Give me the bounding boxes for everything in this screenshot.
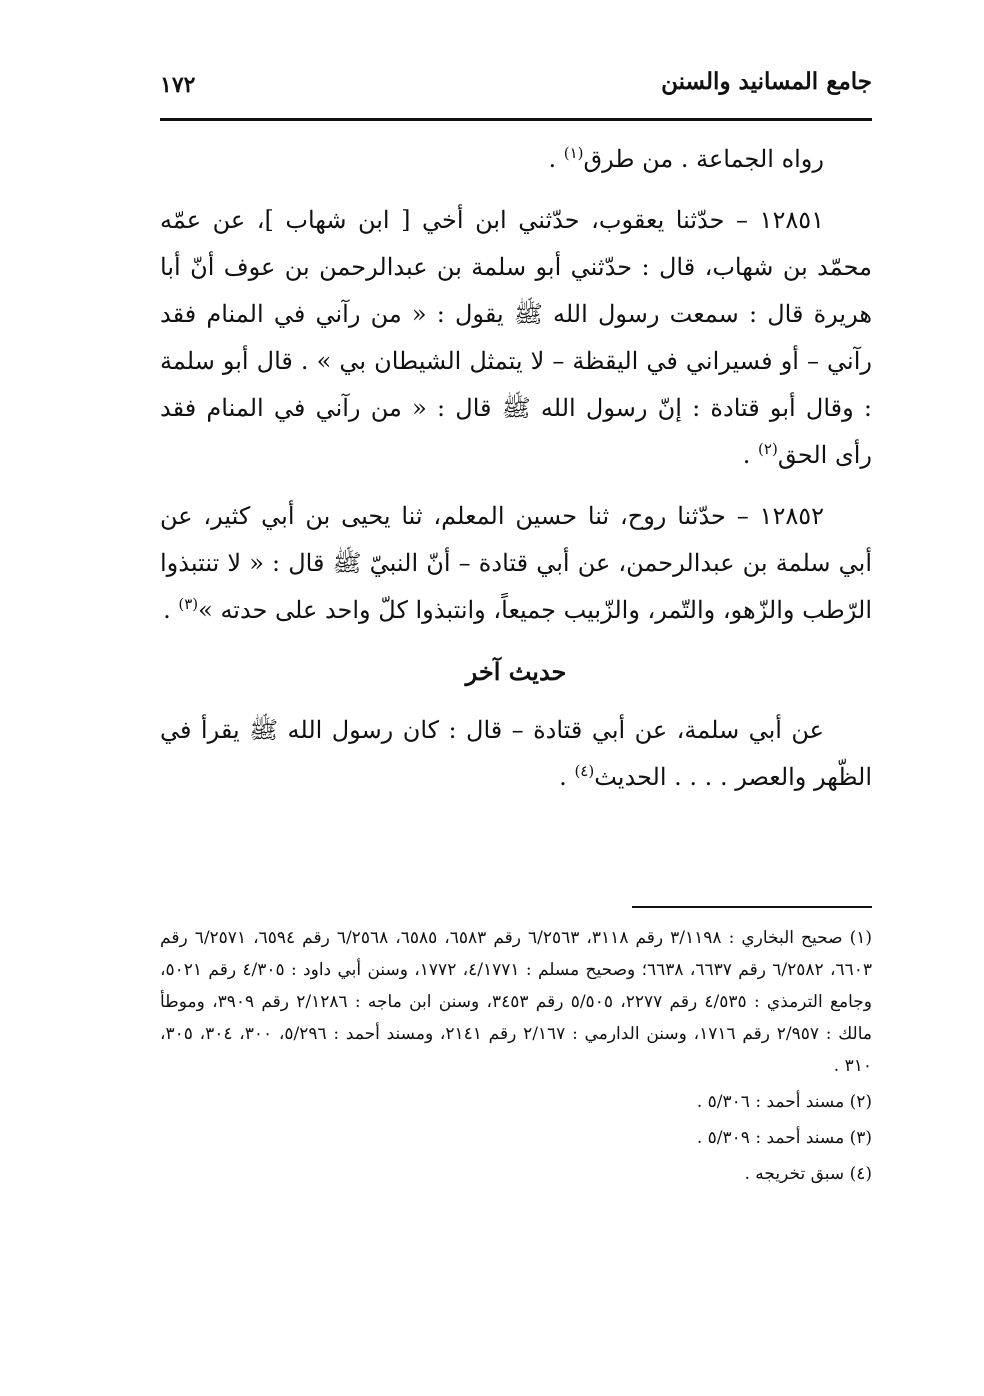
hadith-12851-end: . [742,441,759,469]
hadith-12852 [160,493,872,634]
section-heading: حديث آخر [465,657,567,686]
footnote-1-number: (١) [849,928,873,948]
page-header [160,58,872,118]
footnote-3-text: مسند أحمد : ٥/٣٠٩ . [696,1128,845,1148]
hadith-12851-text: ١٢٨٥١ – حدّثنا يعقوب، حدّثني ابن أخي [ ابن شهاب ]، عن عمّه محمّد بن شهاب، قال : حدّثني أبو سلمة بن عبدالرحمن بن عوف أنّ أبا هريرة قال : سمعت رسول الله ﷺ يقول : « من رآني في المنام فقد رآني – أو فسيراني في اليقظة – لا يتمثل الشيطان بي » . قال أبو سلمة : وقال أبو قتادة : إنّ رسول الله ﷺ قال : « من رآني في المنام فقد رأى الحق [160,206,872,469]
footnote-ref-1: (١) [563,144,584,162]
footnote-4 [160,1158,872,1190]
footnote-2-number: (٢) [849,1092,872,1112]
footnote-4-number: (٤) [849,1164,872,1184]
footnote-4-text: سبق تخريجه . [744,1164,845,1184]
footnotes [160,922,872,1194]
hadith-12851 [160,197,872,479]
hadith-12852-text: ١٢٨٥٢ – حدّثنا روح، ثنا حسين المعلم، ثنا يحيى بن أبي كثير، عن أبي سلمة بن عبدالرحمن، عن أبي قتادة – أنّ النبيّ ﷺ قال : « لا تنتبذوا الرّطب والزّهو، والتّمر، والزّبيب جميعاً، وانتبذوا كلّ واحد على حدته » [160,502,872,624]
footnote-3 [160,1122,872,1154]
paragraph-4 [160,707,872,801]
footnote-rule [632,906,872,908]
hadith-12852-end: . [163,596,179,624]
footnote-1 [160,922,872,1082]
page-number: ١٧٢ [160,72,196,98]
paragraph-1 [160,136,872,183]
footnote-2-text: مسند أحمد : ٥/٣٠٦ . [696,1092,845,1112]
running-title: جامع المسانيد والسنن [661,68,872,95]
paragraph-1-text: رواه الجماعة . من طرق [583,145,824,173]
paragraph-4-end: . [559,763,575,791]
paragraph-4-text: عن أبي سلمة، عن أبي قتادة – قال : كان رسول الله ﷺ يقرأ في الظّهر والعصر . . . . الحديث [160,716,872,791]
header-rule [160,118,872,121]
footnote-ref-3: (٣) [178,595,199,613]
footnote-ref-2: (٢) [758,440,778,458]
footnote-3-number: (٣) [849,1128,872,1148]
main-text [160,136,872,815]
footnote-1-text: صحيح البخاري : ٣/١١٩٨ رقم ٣١١٨، ٦/٢٥٦٣ رقم ٦٥٨٣، ٦٥٨٥، ٦/٢٥٦٨ رقم ٦٥٩٤، ٦/٢٥٧١ رقم ٦٦٠٣، ٦/٢٥٨٢ رقم ٦٦٣٧، ٦٦٣٨؛ وصحيح مسلم : ٤/١٧٧١، ١٧٧٢، وسنن أبي داود : ٤/٣٠٥ رقم ٥٠٢١، وجامع الترمذي : ٤/٥٣٥ رقم ٢٢٧٧، ٥/٥٠٥ رقم ٣٤٥٣، وسنن ابن ماجه : ٢/١٢٨٦ رقم ٣٩٠٩، وموطأ مالك : ٢/٩٥٧ رقم ١٧١٦، وسنن الدارمي : ٢/١٦٧ رقم ٢١٤١، ومسند أحمد : ٥/٢٩٦، ٣٠٠، ٣٠٤، ٣٠٥، ٣١٠ . [160,928,873,1076]
footnote-2 [160,1086,872,1118]
paragraph-1-end: . [548,145,564,173]
footnote-ref-4: (٤) [574,762,595,780]
